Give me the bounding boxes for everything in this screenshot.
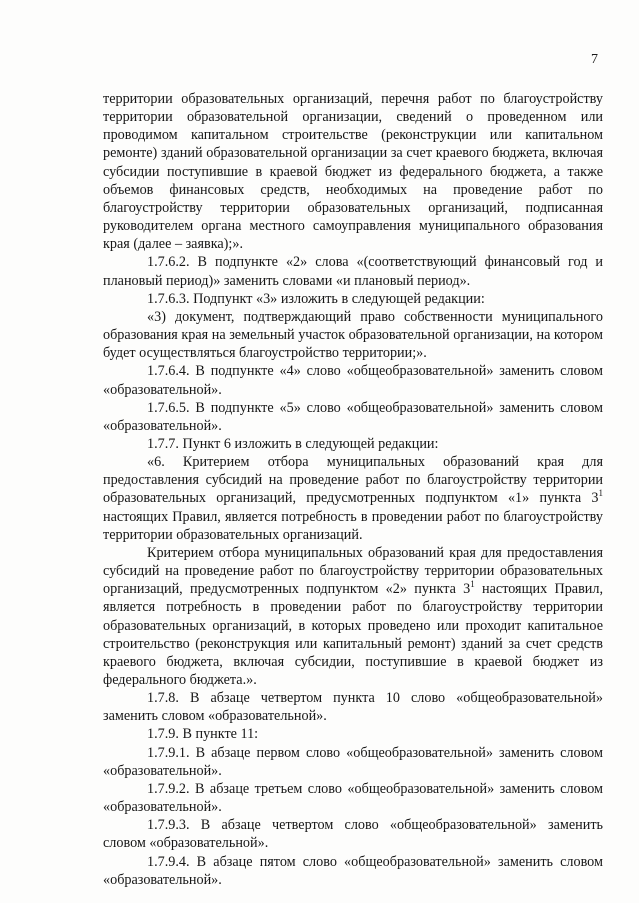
paragraph xyxy=(103,544,603,689)
paragraph-text: «6. Критерием отбора муниципальных образований края для предоставления субсидий на проведение работ по благоустройству территории образовательных организаций, предусмотренных подпунктом «1» пункта 3 xyxy=(103,454,603,507)
paragraph: 1.7.9.4. В абзаце пятом слово «общеобразовательной» заменить словом «образовательной». xyxy=(103,853,603,888)
paragraph: 1.7.6.2. В подпункте «2» слова «(соответствующий финансовый год и плановый период)» заменить словами «и плановый период». xyxy=(103,254,603,289)
paragraph xyxy=(103,453,603,544)
superscript: 1 xyxy=(470,579,475,590)
paragraph: 1.7.9.2. В абзаце третьем слово «общеобразовательной» заменить словом «образовательной». xyxy=(103,780,603,816)
paragraph: 1.7.9.1. В абзаце первом слово «общеобразовательной» заменить словом «образовательной». xyxy=(103,744,603,779)
paragraph: 1.7.7. Пункт 6 изложить в следующей редакции: xyxy=(147,435,439,452)
paragraph: 1.7.6.4. В подпункте «4» слово «общеобразовательной» заменить словом «образовательной». xyxy=(103,363,603,398)
page-number: 7 xyxy=(591,52,598,67)
paragraph: территории образовательных организаций, перечня работ по благоустройству территории образовательной организации, сведений о проведенном или проводимом капитальном строительстве (реконструкции или капитальном ремонте) зданий образовательной организации за счет краевого бюджета, включая субсидии поступившие в краевой бюджет из федерального бюджета, а также объемов финансовых средств, необходимых на проведение работ по благоустройству территории образовательных организаций, подписанная руководителем органа местного самоуправления муниципального образования края (далее – заявка);». xyxy=(103,91,603,253)
paragraph: 1.7.9. В пункте 11: xyxy=(147,726,259,743)
paragraph: «3) документ, подтверждающий право собственности муниципального образования края на земельный участок образовательной организации, на котором будет осуществляться благоустройство территории;». xyxy=(103,308,603,362)
document-body xyxy=(103,90,603,889)
paragraph-text: Критерием отбора муниципальных образований края для предоставления субсидий на проведение работ по благоустройству территории образовательных организаций, предусмотренных подпунктом «2» пункта 3 xyxy=(103,544,603,598)
paragraph: 1.7.6.5. В подпункте «5» слово «общеобразовательной» заменить словом «образовательной». xyxy=(103,399,603,434)
paragraph: 1.7.9.3. В абзаце четвертом слово «общеобразовательной» заменить словом «образовательной». xyxy=(103,817,603,852)
paragraph-text: настоящих Правил, является потребность в проведении работ по благоустройству территории образовательных организаций, в которых проведено или проходит капитальное строительство (реконструкция или капитальный ремонт) зданий за счет средств краевого бюджета, включая субсидии, поступившие в краевой бюджет из федерального бюджета.». xyxy=(103,581,604,688)
superscript: 1 xyxy=(598,488,603,499)
paragraph: 1.7.6.3. Подпункт «3» изложить в следующей редакции: xyxy=(147,290,485,307)
paragraph: 1.7.8. В абзаце четвертом пункта 10 слово «общеобразовательной» заменить словом «образовательной». xyxy=(103,690,603,725)
paragraph-text: настоящих Правил, является потребность в проведении работ по благоустройству территории образовательных организаций. xyxy=(103,508,603,543)
